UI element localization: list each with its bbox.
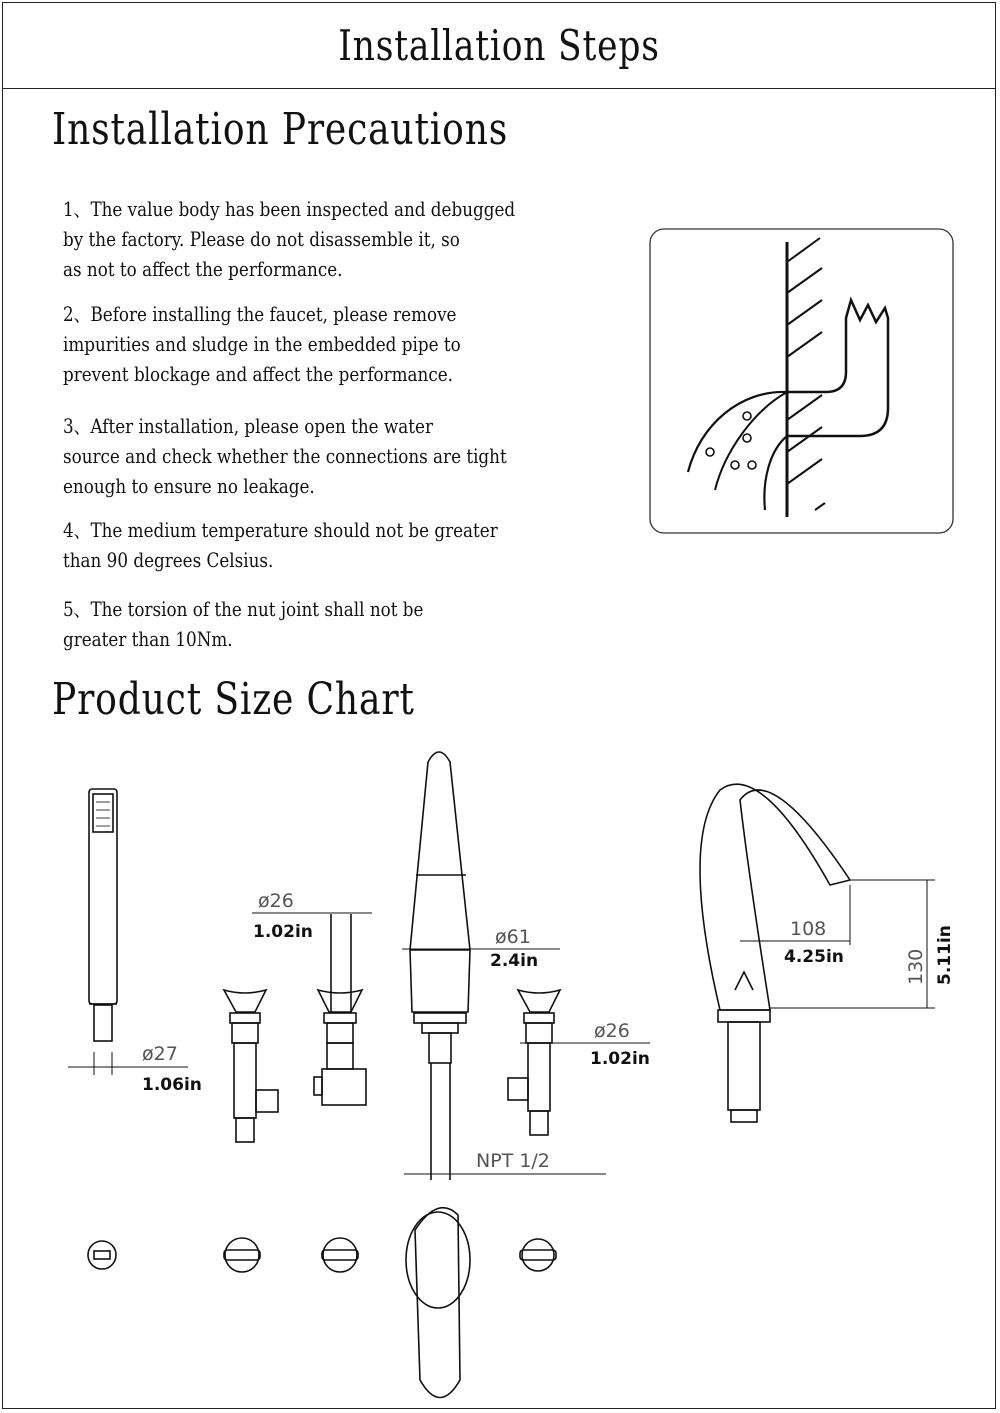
precaution-item-5: 5、The torsion of the nut joint shall not be greater than 10Nm. [63,598,424,651]
right-valve-dim-mm: ø26 [594,1020,630,1042]
reach-dim-in: 4.25in [784,947,844,967]
precaution-item-3: 3、After installation, please open the water source and check whether the connections are tight enough to ensure no leakage. [63,415,507,498]
size-chart-title: Product Size Chart [52,674,415,725]
page-title: Installation Steps [338,21,660,70]
diverter-drawing [314,914,366,1105]
thread-dim: NPT 1/2 [476,1150,550,1172]
precaution-item-2: 2、Before installing the faucet, please remove impurities and sludge in the embedded pipe to prevent blockage and affect the performance. [63,303,461,386]
height-dim-in: 5.11in [935,925,955,985]
reach-dim-mm: 108 [790,918,827,940]
precautions-title: Installation Precautions [52,104,509,155]
precaution-item-1: 1、The value body has been inspected and debugged by the factory. Please do not disassemble it, so as not to affect the performance. [63,198,516,281]
spout-dim-mm: ø61 [495,926,531,948]
diverter-dim-in: 1.02in [253,922,313,942]
hand-shower-drawing [89,789,117,1041]
center-spout-drawing [410,752,470,1180]
hand-shower-dim-in: 1.06in [142,1075,202,1095]
hand-shower-dim-mm: ø27 [142,1043,178,1065]
spout-dim-in: 2.4in [490,951,539,971]
precaution-item-4: 4、The medium temperature should not be greater than 90 degrees Celsius. [63,519,498,572]
right-valve-dim-in: 1.02in [590,1049,650,1069]
diverter-dim-mm: ø26 [258,890,294,912]
height-dim-mm: 130 [905,948,927,985]
left-valve-drawing [224,990,278,1142]
right-valve-drawing [508,990,560,1135]
plan-view-drawing [88,1208,556,1398]
